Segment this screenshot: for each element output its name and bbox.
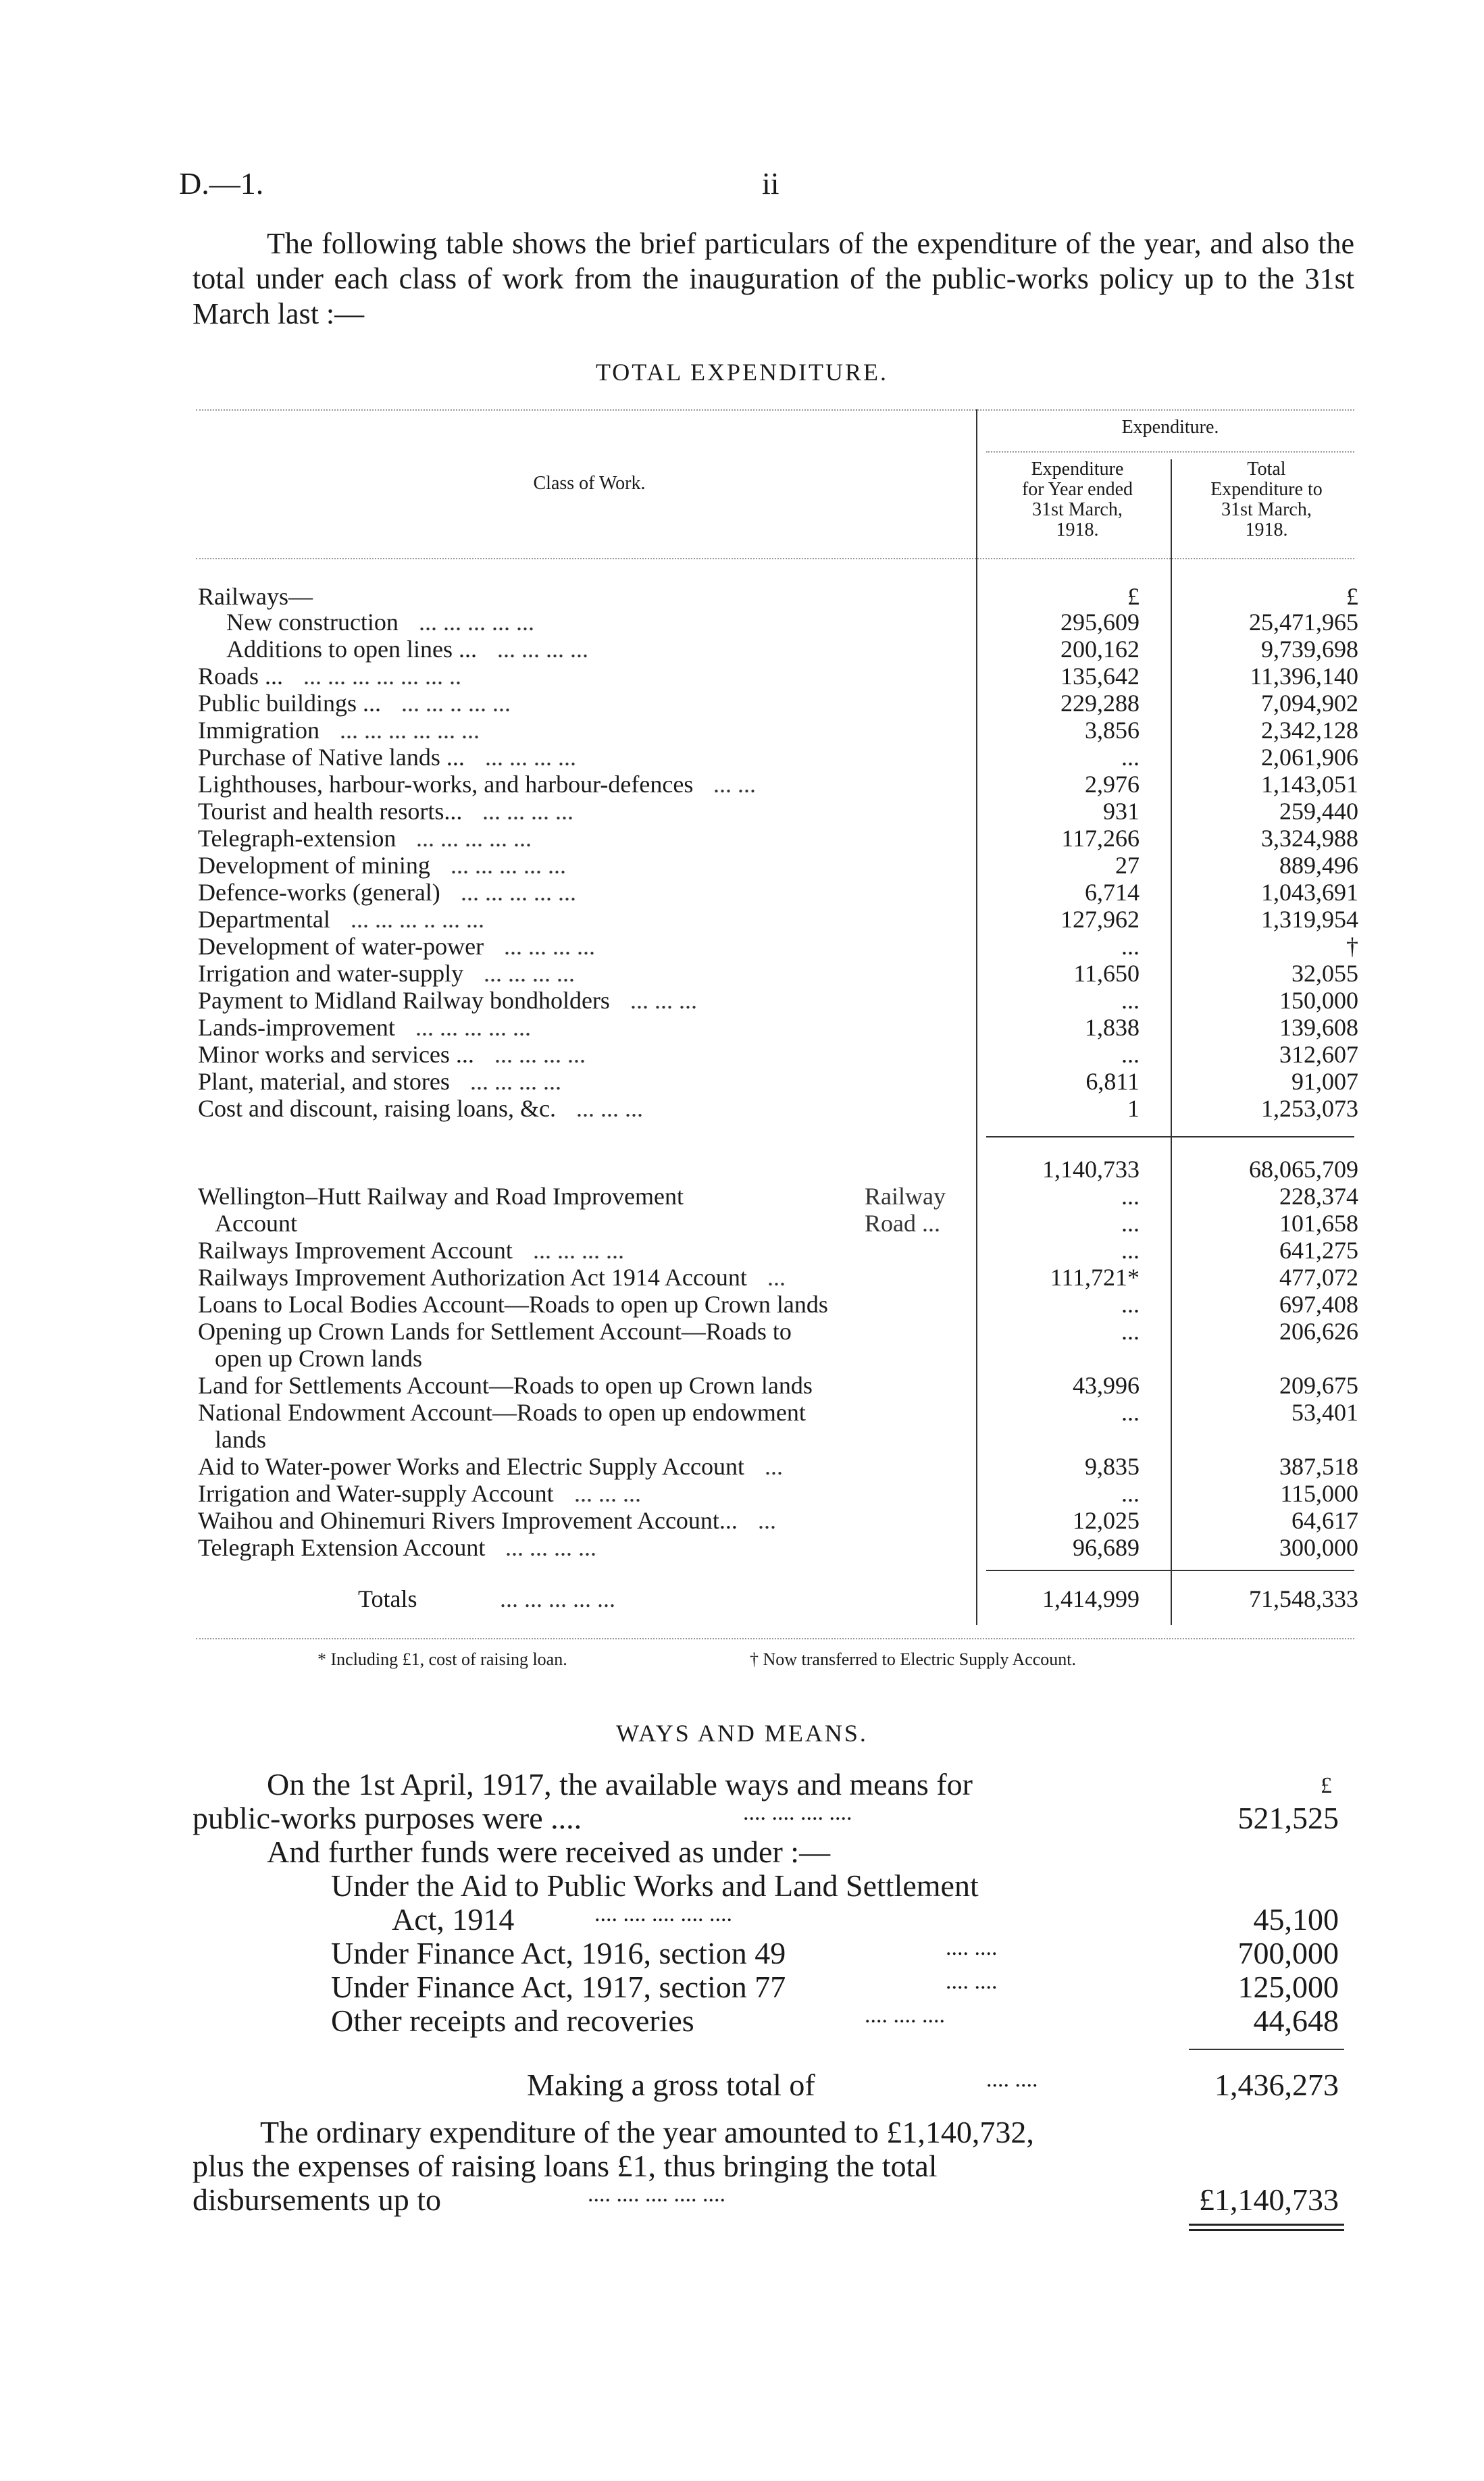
ways-final-line2: plus the expenses of raising loans £1, thus bringing the total xyxy=(193,2149,938,2183)
row-leader: ... xyxy=(767,1264,786,1291)
row-label: Public buildings ... xyxy=(198,690,382,717)
row-value-total: 32,055 xyxy=(1291,960,1358,987)
row-label: National Endowment Account—Roads to open up endowment xyxy=(198,1399,806,1426)
row-label: Development of mining xyxy=(198,852,430,879)
ways-item-value: 700,000 xyxy=(1237,1936,1339,1970)
currency-col2: £ xyxy=(1346,583,1358,610)
table-row xyxy=(0,1236,1484,1263)
row-label: Lands-improvement xyxy=(198,1014,395,1041)
row-value-year: 135,642 xyxy=(1060,663,1140,690)
row-label: Plant, material, and stores xyxy=(198,1068,450,1095)
row-leader: ... ... ... ... xyxy=(470,1068,561,1095)
table-row xyxy=(0,986,1484,1013)
table-top-rule xyxy=(196,409,1354,411)
table-row xyxy=(0,959,1484,986)
row-value-total: 1,143,051 xyxy=(1261,771,1358,798)
ways-final-line3: disbursements up to xyxy=(193,2182,441,2217)
table-row xyxy=(0,1290,1484,1317)
intro-paragraph xyxy=(193,226,1354,332)
row-value-year: 2,976 xyxy=(1085,771,1140,798)
ways-item-value: 45,100 xyxy=(1253,1902,1339,1937)
row-value-total: 7,094,902 xyxy=(1261,690,1358,717)
row-leader: ... ... ... xyxy=(630,987,697,1014)
row-leader: ... xyxy=(758,1507,776,1534)
group-label-railways: Railways— xyxy=(198,583,313,610)
ways-sum-rule xyxy=(1189,2049,1344,2050)
row-label: Railways Improvement Account xyxy=(198,1237,513,1264)
table-row xyxy=(0,1452,1484,1479)
row-leader: ... ... ... ... ... xyxy=(451,852,566,879)
row-value-year: 1,838 xyxy=(1085,1014,1140,1041)
row-value-total: 209,675 xyxy=(1279,1372,1358,1399)
row-label: Railways Improvement Authorization Act 1914 Account xyxy=(198,1264,747,1291)
ways-item-line1: Under the Aid to Public Works and Land Settlement xyxy=(331,1868,979,1903)
row-leader: ... ... ... ... ... ... xyxy=(340,717,480,744)
row-value-year: ... xyxy=(1121,1399,1140,1426)
intro-text: The following table shows the brief particulars of the expenditure of the year, and also the total under each class of work from the inauguration of the public-works policy up to the 31st March last :— xyxy=(193,227,1354,330)
row-value-total: 1,253,073 xyxy=(1261,1095,1358,1122)
row-leader: ... ... ... ... ... ... .. xyxy=(303,663,461,690)
row-leader: ... ... ... ... xyxy=(494,1041,586,1068)
table-row xyxy=(0,1585,1484,1612)
row-brace-label: Railway xyxy=(865,1183,946,1210)
row-value-year: 931 xyxy=(1103,798,1140,825)
table-row xyxy=(0,1013,1484,1040)
row-value-year: 43,996 xyxy=(1073,1372,1140,1399)
row-value-year: ... xyxy=(1121,1291,1140,1318)
row-label: Tourist and health resorts... xyxy=(198,798,463,825)
col1-header: Expenditure for Year ended 31st March, 1918. xyxy=(1021,459,1133,540)
row-leader: ... ... ... xyxy=(576,1095,643,1122)
row-value-year: ... xyxy=(1121,1480,1140,1507)
row-leader: ... ... ... xyxy=(574,1480,641,1507)
table-row xyxy=(0,824,1484,851)
table-header-rule xyxy=(196,558,1354,559)
row-value-year: 127,962 xyxy=(1060,906,1140,933)
row-value-total: 91,007 xyxy=(1291,1068,1358,1095)
table-row xyxy=(0,1067,1484,1094)
row-label: Departmental xyxy=(198,906,330,933)
row-value-year: 27 xyxy=(1115,852,1140,879)
row-value-year: 12,025 xyxy=(1073,1507,1140,1534)
table-row xyxy=(0,905,1484,932)
totals-year: 1,414,999 xyxy=(1042,1585,1140,1612)
totals-rule-top xyxy=(986,1570,1354,1571)
row-value-total: 206,626 xyxy=(1279,1318,1358,1345)
row-label: Aid to Water-power Works and Electric Supply Account xyxy=(198,1453,744,1480)
totals-total: 71,548,333 xyxy=(1249,1585,1358,1612)
ways-item-leader: .... .... .... xyxy=(865,2003,945,2028)
ways-final-leader: .... .... .... .... .... xyxy=(588,2182,725,2207)
row-value-total: 477,072 xyxy=(1279,1264,1358,1291)
row-leader: ... ... ... ... xyxy=(482,798,573,825)
row-value-total: 150,000 xyxy=(1279,987,1358,1014)
row-value-total: 1,319,954 xyxy=(1261,906,1358,933)
table-row xyxy=(0,1533,1484,1560)
row-leader: ... ... ... ... xyxy=(533,1237,624,1264)
row-leader: ... ... xyxy=(713,771,756,798)
row-label: Cost and discount, raising loans, &c. xyxy=(198,1095,556,1122)
row-value-year: ... xyxy=(1121,1237,1140,1264)
row-value-total: 115,000 xyxy=(1280,1480,1358,1507)
row-label: Irrigation and Water-supply Account xyxy=(198,1480,554,1507)
ways-title: WAYS AND MEANS. xyxy=(616,1720,868,1747)
ways-item-value: 125,000 xyxy=(1237,1970,1339,2004)
ways-item-leader: .... .... xyxy=(946,1969,998,1994)
col2-header: Total Expenditure to 31st March, 1918. xyxy=(1210,459,1323,540)
table-row xyxy=(0,1155,1484,1182)
row-brace-label: Road ... xyxy=(865,1210,940,1237)
row-value-year: 200,162 xyxy=(1060,636,1140,663)
row-value-year: ... xyxy=(1121,933,1140,960)
ways-final-double-rule-1 xyxy=(1189,2224,1344,2226)
row-label: Land for Settlements Account—Roads to open up Crown lands xyxy=(198,1372,813,1399)
row-label: lands xyxy=(215,1426,266,1453)
row-value-year: 6,714 xyxy=(1085,879,1140,906)
row-leader: ... ... ... ... xyxy=(485,744,576,771)
ways-gross-leader: .... .... xyxy=(986,2067,1038,2092)
row-value-year: 9,835 xyxy=(1085,1453,1140,1480)
row-label: Minor works and services ... xyxy=(198,1041,474,1068)
row-value-total: 312,607 xyxy=(1279,1041,1358,1068)
ways-gross-label: Making a gross total of xyxy=(527,2068,815,2102)
table-row xyxy=(0,1398,1484,1425)
row-label: Telegraph-extension xyxy=(198,825,396,852)
row-label: Roads ... xyxy=(198,663,283,690)
table-row xyxy=(0,1182,1484,1209)
row-leader: ... ... ... ... ... xyxy=(461,879,576,906)
row-value-total: 101,658 xyxy=(1279,1210,1358,1237)
table-row xyxy=(0,1371,1484,1398)
row-value-total: 64,617 xyxy=(1291,1507,1358,1534)
row-label: New construction xyxy=(226,609,399,636)
row-value-total: 139,608 xyxy=(1279,1014,1358,1041)
table-row xyxy=(0,1094,1484,1121)
table-row xyxy=(0,635,1484,662)
row-value-year: ... xyxy=(1121,744,1140,771)
subtotal-rule xyxy=(986,1136,1354,1137)
row-leader: ... ... ... ... ... xyxy=(416,825,532,852)
row-value-total: 889,496 xyxy=(1279,852,1358,879)
row-value-year: 6,811 xyxy=(1085,1068,1140,1095)
ways-item-value: 44,648 xyxy=(1253,2003,1339,2038)
row-value-total: 3,324,988 xyxy=(1261,825,1358,852)
row-value-year: ... xyxy=(1121,1183,1140,1210)
table-row xyxy=(0,1479,1484,1506)
row-label: Wellington–Hutt Railway and Road Improvement xyxy=(198,1183,684,1210)
row-value-total: 9,739,698 xyxy=(1261,636,1358,663)
row-label: Waihou and Ohinemuri Rivers Improvement Account... xyxy=(198,1507,738,1534)
totals-leader: ... ... ... ... ... xyxy=(500,1585,615,1612)
row-label: Immigration xyxy=(198,717,319,744)
table-row xyxy=(0,1344,1484,1371)
footnote-2: † Now transferred to Electric Supply Account. xyxy=(750,1649,1077,1669)
ways-p2: And further funds were received as under :— xyxy=(267,1835,831,1869)
table-row xyxy=(0,608,1484,635)
document-reference: D.—1. xyxy=(179,166,264,201)
ways-p1-line2: public-works purposes were .... xyxy=(193,1801,582,1835)
row-value-total: 228,374 xyxy=(1279,1183,1358,1210)
row-leader: ... ... ... ... xyxy=(505,1534,596,1561)
row-label: open up Crown lands xyxy=(215,1345,422,1372)
footnote-1: * Including £1, cost of raising loan. xyxy=(317,1649,567,1669)
row-value-year: ... xyxy=(1121,987,1140,1014)
row-label: Account xyxy=(215,1210,297,1237)
row-value-total: 387,518 xyxy=(1279,1453,1358,1480)
row-value-year: ... xyxy=(1121,1318,1140,1345)
table-row xyxy=(0,743,1484,770)
row-leader: ... ... ... ... xyxy=(504,933,595,960)
table-row xyxy=(0,716,1484,743)
row-value-year: 1 xyxy=(1127,1095,1140,1122)
row-value-total: 11,396,140 xyxy=(1250,663,1358,690)
row-value-year: 117,266 xyxy=(1061,825,1140,852)
subtotal-total: 68,065,709 xyxy=(1249,1156,1358,1183)
table-row xyxy=(0,582,1484,609)
row-leader: ... ... ... ... ... xyxy=(415,1014,531,1041)
row-value-year: 11,650 xyxy=(1073,960,1140,987)
row-label: Lighthouses, harbour-works, and harbour-defences xyxy=(198,771,694,798)
row-value-total: † xyxy=(1346,933,1358,960)
table-row xyxy=(0,932,1484,959)
table-row xyxy=(0,1506,1484,1533)
page-number: ii xyxy=(762,166,779,201)
table-row xyxy=(0,1263,1484,1290)
table-bottom-rule xyxy=(196,1638,1354,1639)
table-row xyxy=(0,1317,1484,1344)
row-value-total: 2,061,906 xyxy=(1261,744,1358,771)
row-label: Purchase of Native lands ... xyxy=(198,744,465,771)
subtotal-year: 1,140,733 xyxy=(1042,1156,1140,1183)
row-leader: ... ... ... ... ... xyxy=(419,609,534,636)
row-value-year: 295,609 xyxy=(1060,609,1140,636)
ways-final-line1: The ordinary expenditure of the year amounted to £1,140,732, xyxy=(260,2115,1034,2149)
ways-item-label: Other receipts and recoveries xyxy=(331,2003,694,2038)
row-value-total: 697,408 xyxy=(1279,1291,1358,1318)
row-leader: ... xyxy=(765,1453,783,1480)
row-label: Payment to Midland Railway bondholders xyxy=(198,987,610,1014)
ways-item-label: Under Finance Act, 1917, section 77 xyxy=(331,1970,786,2004)
ways-final-double-rule-2 xyxy=(1189,2229,1344,2231)
ways-item-leader: .... .... .... .... .... xyxy=(594,1901,732,1926)
ways-item-label: Act, 1914 xyxy=(392,1902,515,1937)
row-label: Loans to Local Bodies Account—Roads to open up Crown lands xyxy=(198,1291,828,1318)
ways-p1-value: 521,525 xyxy=(1237,1801,1339,1835)
row-value-year: ... xyxy=(1121,1210,1140,1237)
row-value-total: 53,401 xyxy=(1291,1399,1358,1426)
row-label: Opening up Crown Lands for Settlement Account—Roads to xyxy=(198,1318,792,1345)
row-value-total: 25,471,965 xyxy=(1249,609,1358,636)
row-leader: ... ... ... .. ... ... xyxy=(351,906,484,933)
row-leader: ... ... .. ... ... xyxy=(401,690,511,717)
table-row xyxy=(0,770,1484,797)
row-leader: ... ... ... ... xyxy=(497,636,588,663)
row-value-year: 96,689 xyxy=(1073,1534,1140,1561)
row-value-total: 259,440 xyxy=(1279,798,1358,825)
row-value-year: 229,288 xyxy=(1060,690,1140,717)
row-value-total: 300,000 xyxy=(1279,1534,1358,1561)
row-value-year: 3,856 xyxy=(1085,717,1140,744)
expenditure-header: Expenditure. xyxy=(1121,417,1219,438)
ways-p1-line1: On the 1st April, 1917, the available ways and means for xyxy=(267,1767,973,1801)
row-value-total: 641,275 xyxy=(1279,1237,1358,1264)
ways-gross-value: 1,436,273 xyxy=(1214,2068,1339,2102)
table-row xyxy=(0,1040,1484,1067)
row-value-year: 111,721* xyxy=(1050,1264,1140,1291)
row-value-total: 2,342,128 xyxy=(1261,717,1358,744)
table-row xyxy=(0,1425,1484,1452)
table-row xyxy=(0,1209,1484,1236)
row-label: Defence-works (general) xyxy=(198,879,440,906)
row-leader: ... ... ... ... xyxy=(484,960,575,987)
currency-col1: £ xyxy=(1127,583,1140,610)
ways-currency: £ xyxy=(1321,1773,1332,1798)
row-label: Telegraph Extension Account xyxy=(198,1534,486,1561)
ways-item-leader: .... .... xyxy=(946,1935,998,1960)
ways-item-label: Under Finance Act, 1916, section 49 xyxy=(331,1936,786,1970)
table-row xyxy=(0,851,1484,878)
totals-label: Totals xyxy=(358,1585,417,1612)
class-of-work-header: Class of Work. xyxy=(533,473,646,494)
table-row xyxy=(0,689,1484,716)
table-row xyxy=(0,662,1484,689)
table-title: TOTAL EXPENDITURE. xyxy=(595,359,889,386)
table-row xyxy=(0,797,1484,824)
row-label: Irrigation and water-supply xyxy=(198,960,464,987)
row-label: Development of water-power xyxy=(198,933,484,960)
row-value-year: ... xyxy=(1121,1041,1140,1068)
ways-p1-leader: .... .... .... .... xyxy=(743,1800,852,1825)
ways-final-value: £1,140,733 xyxy=(1199,2182,1339,2217)
table-row xyxy=(0,878,1484,905)
expenditure-sub-rule xyxy=(986,451,1354,453)
row-label: Additions to open lines ... xyxy=(226,636,477,663)
row-value-total: 1,043,691 xyxy=(1261,879,1358,906)
